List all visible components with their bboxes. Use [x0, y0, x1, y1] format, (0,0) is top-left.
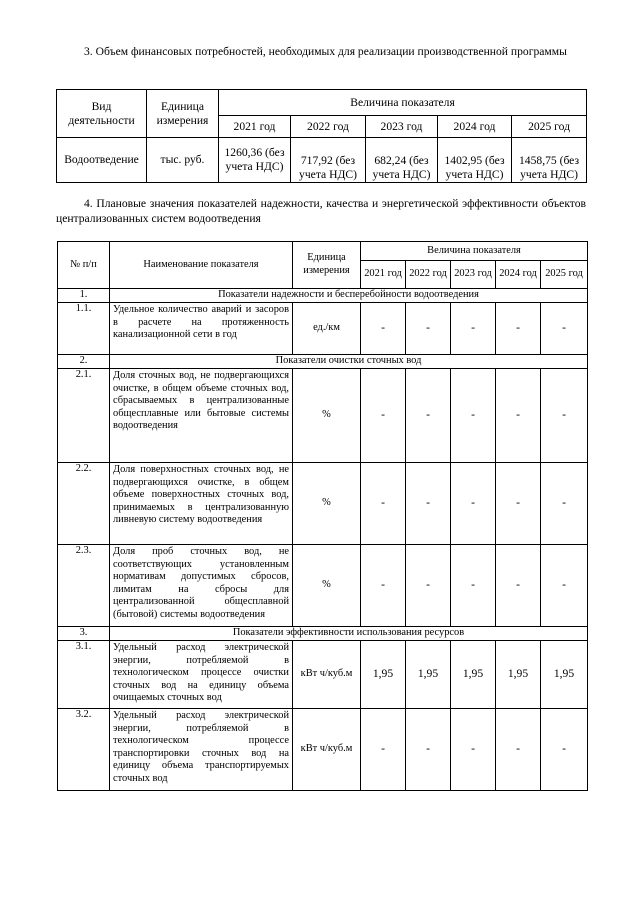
row-name: Удельный расход электрической энергии, потребляемой в технологическом процессе очистки сточных вод на единицу объема очищаемых сточных вод [110, 641, 293, 709]
header-year: 2021 год [361, 261, 406, 289]
value-cell: - [361, 369, 406, 463]
header-year: 2024 год [438, 116, 512, 138]
header-name: Наименование показателя [110, 242, 293, 289]
activity-cell: Водоотведение [57, 138, 147, 183]
value-cell: - [541, 709, 588, 791]
group-num: 1. [58, 289, 110, 303]
group-num: 3. [58, 627, 110, 641]
value-cell: - [451, 709, 496, 791]
table-row [58, 369, 588, 463]
group-title: Показатели очистки сточных вод [110, 355, 588, 369]
row-name: Удельный расход электрической энергии, потребляемой в технологическом процессе транспортировки сточных вод на единицу объема транспортируемых сточных вод [110, 709, 293, 791]
header-unit: Единица измерения [293, 242, 361, 289]
header-year: 2023 год [451, 261, 496, 289]
value-cell: 1260,36 (без учета НДС) [219, 138, 291, 183]
value-cell: 1,95 [361, 641, 406, 709]
row-name: Доля поверхностных сточных вод, не подвергающихся очистке, в общем объеме поверхностных сточных вод, принимаемых в централизованную ливневую систему водоотведения [110, 463, 293, 545]
row-num: 3.1. [58, 641, 110, 709]
value-cell: 1458,75 (без учета НДС) [512, 138, 587, 183]
header-year: 2024 год [496, 261, 541, 289]
value-cell: - [406, 463, 451, 545]
table-row [58, 709, 588, 791]
header-year: 2025 год [541, 261, 588, 289]
row-num: 1.1. [58, 303, 110, 355]
value-cell: - [496, 709, 541, 791]
value-cell: - [496, 303, 541, 355]
row-num: 2.1. [58, 369, 110, 463]
header-year: 2022 год [406, 261, 451, 289]
row-num: 2.2. [58, 463, 110, 545]
value-cell: - [541, 303, 588, 355]
value-cell: - [361, 545, 406, 627]
value-cell: - [496, 545, 541, 627]
value-cell: 1,95 [451, 641, 496, 709]
row-num: 2.3. [58, 545, 110, 627]
value-cell: 682,24 (без учета НДС) [366, 138, 438, 183]
header-value: Величина показателя [219, 90, 587, 116]
value-cell: - [541, 463, 588, 545]
table-row [58, 545, 588, 627]
value-cell: - [406, 545, 451, 627]
header-year: 2023 год [366, 116, 438, 138]
table-row [58, 463, 588, 545]
value-cell: - [496, 369, 541, 463]
row-num: 3.2. [58, 709, 110, 791]
row-unit: кВт ч/куб.м [293, 709, 361, 791]
section3-heading: 3. Объем финансовых потребностей, необходимых для реализации производственной программы [84, 45, 567, 58]
header-unit: Единица измерения [147, 90, 219, 138]
group-num: 2. [58, 355, 110, 369]
value-cell: - [496, 463, 541, 545]
value-cell: - [361, 303, 406, 355]
value-cell: 1,95 [541, 641, 588, 709]
value-cell: - [541, 369, 588, 463]
value-cell: - [406, 709, 451, 791]
row-unit: % [293, 369, 361, 463]
row-unit: кВт ч/куб.м [293, 641, 361, 709]
table-row [58, 641, 588, 709]
header-year: 2021 год [219, 116, 291, 138]
table-row [58, 303, 588, 355]
value-cell: 717,92 (без учета НДС) [291, 138, 366, 183]
table-row [57, 138, 587, 183]
header-year: 2025 год [512, 116, 587, 138]
header-activity: Вид деятельности [57, 90, 147, 138]
row-unit: % [293, 545, 361, 627]
value-cell: 1,95 [496, 641, 541, 709]
group-title: Показатели надежности и бесперебойности водоотведения [110, 289, 588, 303]
value-cell: - [451, 303, 496, 355]
row-unit: ед./км [293, 303, 361, 355]
value-cell: - [361, 709, 406, 791]
row-name: Доля проб сточных вод, не соответствующих установленным нормативам допустимых сбросов, лимитам на сбросы для централизованной общесплавной (бытовой) системы водоотведения [110, 545, 293, 627]
value-cell: - [541, 545, 588, 627]
indicators-table [57, 241, 588, 791]
value-cell: - [451, 545, 496, 627]
header-value: Величина показателя [361, 242, 588, 261]
unit-cell: тыс. руб. [147, 138, 219, 183]
value-cell: - [451, 463, 496, 545]
row-name: Удельное количество аварий и засоров в расчете на протяженность канализационной сети в год [110, 303, 293, 355]
group-title: Показатели эффективности использования ресурсов [110, 627, 588, 641]
row-unit: % [293, 463, 361, 545]
row-name: Доля сточных вод, не подвергающихся очистке, в общем объеме сточных вод, сбрасываемых в централизованные общесплавные или бытовые системы водоотведения [110, 369, 293, 463]
financial-needs-table [56, 89, 587, 183]
value-cell: - [406, 369, 451, 463]
value-cell: 1402,95 (без учета НДС) [438, 138, 512, 183]
value-cell: 1,95 [406, 641, 451, 709]
header-year: 2022 год [291, 116, 366, 138]
section4-heading: 4. Плановые значения показателей надежности, качества и энергетической эффективности объектов централизованных систем водоотведения [56, 197, 586, 225]
value-cell: - [361, 463, 406, 545]
value-cell: - [451, 369, 496, 463]
value-cell: - [406, 303, 451, 355]
header-num: № п/п [58, 242, 110, 289]
